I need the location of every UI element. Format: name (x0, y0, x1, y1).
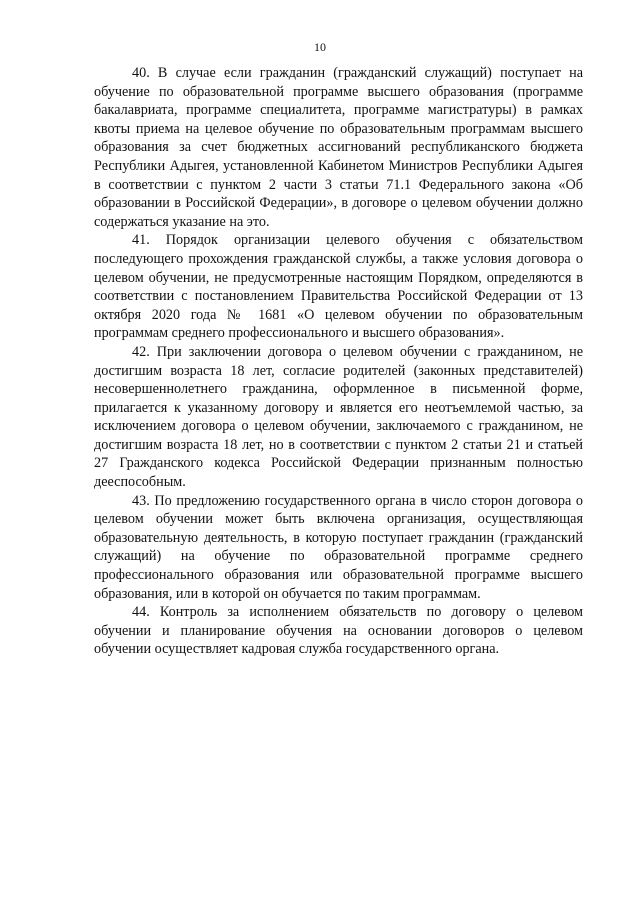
paragraph-42: 42. При заключении договора о целевом обучении с гражданином, не достигшим возраста 18 лет, согласие родителей (законных представителей) несовершеннолетнего гражданина, оформленное в письменной форме, прилагается к указанному договору и является его неотъемлемой частью, за исключением договора о целевом обучении, заключаемого с гражданином, не достигшим возраста 18 лет, но в соответствии с пунктом 2 статьи 21 и статьей 27 Гражданского кодекса Российской Федерации признанным полностью дееспособным. (94, 343, 583, 491)
paragraph-40: 40. В случае если гражданин (гражданский служащий) поступает на обучение по образовательной программе высшего образования (программе бакалавриата, программе специалитета, программе магистратуры) в рамках квоты приема на целевое обучение по образовательным программам высшего образования за счет бюджетных ассигнований республиканского бюджета Республики Адыгея, установленной Кабинетом Министров Республики Адыгея в соответствии с пунктом 2 части 3 статьи 71.1 Федерального закона «Об образовании в Российской Федерации», в договоре о целевом обучении должно содержаться указание на это. (94, 65, 583, 230)
paragraph-41: 41. Порядок организации целевого обучения с обязательством последующего прохождения гражданской службы, а также условия договора о целевом обучении, не предусмотренные настоящим Порядком, определяются в соответствии с постановлением Правительства Российской Федерации от 13 октября 2020 года № 1681 «О целевом обучении по образовательным программам среднего профессионального и высшего образования». (94, 232, 583, 342)
document-body (94, 64, 583, 659)
paragraph-44: 44. Контроль за исполнением обязательств по договору о целевом обучении и планирование обучения на основании договоров о целевом обучении осуществляет кадровая служба государственного органа. (94, 604, 583, 658)
page-number: 10 (314, 40, 326, 54)
paragraph-43: 43. По предложению государственного органа в число сторон договора о целевом обучении может быть включена организация, осуществляющая образовательную деятельность, в которую поступает гражданин (гражданский служащий) на обучение по образовательной программе среднего профессионального образования или образовательной программе высшего образования, или в которой он обучается по таким программам. (94, 492, 583, 602)
